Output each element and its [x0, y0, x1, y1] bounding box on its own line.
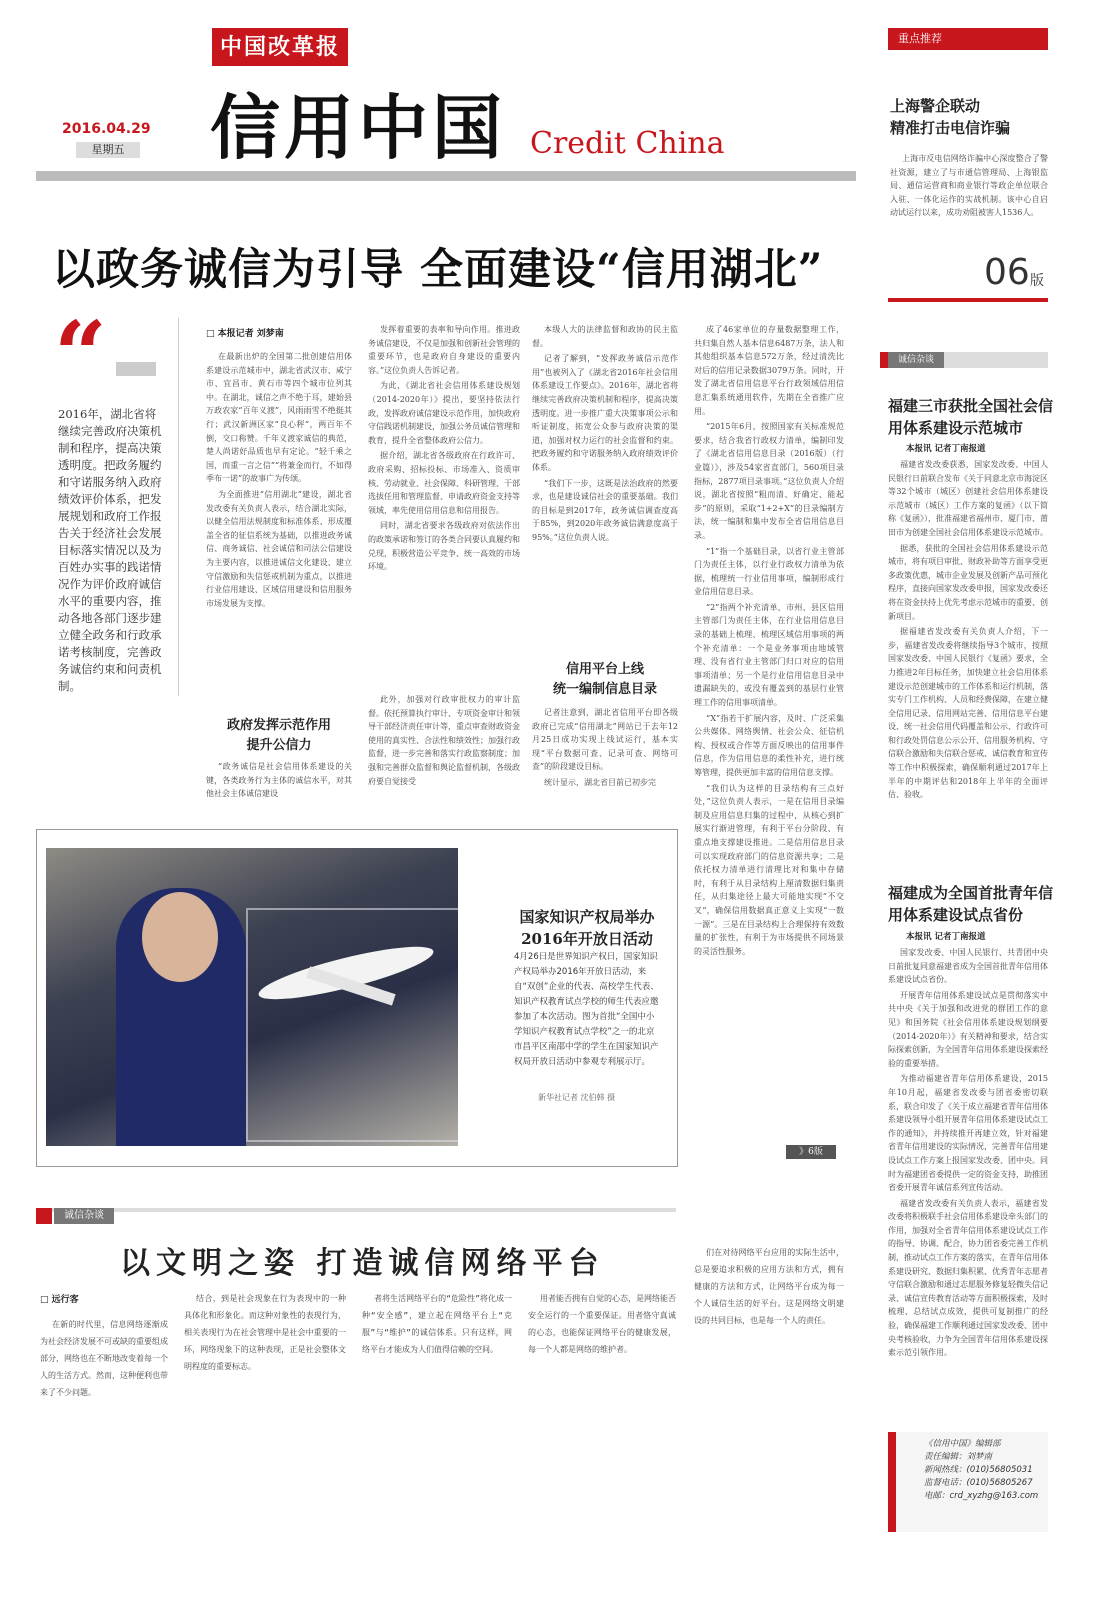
- info-news-hotline: 新闻热线：(010)56805031: [924, 1465, 1033, 1475]
- bottom-column-1: 在新的时代里，信息网络逐渐成为社会经济发展不可或缺的重要组成部分，网络也在不断地改变着每一个人的生活方式。然而，这种便利也带来了不少问题。: [40, 1320, 168, 1397]
- article-column-2b: 此外，加强对行政审批权力的审计监督。依托预算执行审计、专项资金审计和领导干部经济责任审计等，重点审查财政资金使用的真实性、合法性和绩效性；加强行政监督，进一步完善和落实行政监察制度；加强和完善群众监督和舆论监督机制，各级政府要自觉接受: [368, 695, 520, 786]
- section-title-en: Credit China: [530, 126, 725, 161]
- news-photo: [46, 848, 458, 1146]
- section-title: 信用中国: [210, 86, 506, 169]
- article-lead: 2016年，湖北省将继续完善政府决策机制和程序，提高决策透明度。把政务履约和守诺服务纳入政府绩效评价体系，把发展规划和政府工作报告关于经济社会发展目标落实情况以及为百姓办实事的践诺情况作为评价政府诚信水平的重要内容，推动各地各部门逐步建立健全政务和行政承诺考核制度，完善政务诚信约束和问责机制。: [58, 407, 162, 693]
- sidebar-rule: [888, 298, 1048, 302]
- issue-weekday: 星期五: [76, 142, 140, 158]
- info-editor: 责任编辑：刘梦南: [924, 1452, 993, 1462]
- bottom-headline: 以文明之姿 打造诚信网络平台: [120, 1246, 605, 1281]
- edition-number: 06: [984, 252, 1030, 293]
- sidebar-tag-featured: 重点推荐: [888, 28, 1048, 50]
- subhead-platform: 信用平台上线 统一编制信息目录: [552, 662, 657, 697]
- sidebar-byline-3: 本报讯 记者丁南报道: [906, 932, 986, 942]
- article-byline: □ 本报记者 刘梦南: [206, 329, 284, 339]
- bottom-tag-marker: [36, 1208, 52, 1224]
- article-column-1: 在最新出炉的全国第二批创建信用体系建设示范城市中，湖北省武汉市、咸宁市、宜昌市、黄石市等四个城市位列其中。在湖北，诚信之声不绝于耳，建始县万政农家“百年义渡”，风雨雨雪不绝挺其行；武汉新洲区家“良心秤”，两百年不倒，交口称赞。千年义渡家诚信的典范，楚人尚诺好品质也早有定论。“轻千乘之国，而重一言之信”“将兼金而行，不如得季布一诺”的故事广为传颂。 为全面推进“信用湖北”建设，湖北省发改委有关负责人表示，结合湖北实际，以健全信用法规制度和标准体系、形成覆盖全省的征信系统为基础，以推进政务诚信、商务诚信、社会诚信和司法公信建设为主要内容，以推进诚信文化建设、建立守信激励和失信惩戒机制为重点，以推进行业信用建设、区域信用建设和信用服务市场发展为支撑。: [206, 352, 352, 608]
- sidebar-tag-2: 诚信杂谈: [888, 352, 944, 368]
- editorial-info-box: [888, 1432, 1048, 1532]
- bottom-tag-bar: [36, 1208, 676, 1212]
- article-column-2: 发挥着重要的表率和导向作用。推进政务诚信建设，不仅是加强和创新社会管理的重要环节，也是政府自身建设的重要内容。”这位负责人告诉记者。 为此，《湖北省社会信用体系建设规划（2014-2020年）》提出，要坚持依法行政，发挥政府诚信建设示范作用，加快政府守信践诺机制建设，加强公务员诚信管理和教育，提升全省整体政府公信力。 据介绍，湖北省各级政府在行政许可、政府采购、招标投标、市场准入、资质审核、劳动就业、社会保障、科研管理、干部选拔任用和管理监督、申请政府资金支持等领域，率先使用信用信息和信用报告。 同时，湖北省要求各级政府对依法作出的政策承诺和签订的各类合同要认真履约和兑现，积极营造公平竞争、统一高效的市场环境。: [368, 325, 520, 572]
- sidebar-byline-2: 本报讯 记者丁南报道: [906, 444, 986, 454]
- bottom-column-4: 用者能否拥有自觉的心态，是网络能否安全运行的一个重要保证。用者恪守真诚的心态，也能保证网络平台的健康发展，每一个人都是网络的维护者。: [528, 1294, 676, 1354]
- bottom-column-2: 结合，到是社会现象在行为表现中的一种具体化和形象化。而这种对象性的表现行为，相关表现行为在社会管理中是社会中重要的一环，网络现象下的这种表现，正是社会整体文明程度的重要标志。: [184, 1294, 346, 1371]
- info-supervision-phone: 监督电话：(010)56805267: [924, 1478, 1033, 1488]
- article-column-3: 本级人大的法律监督和政协的民主监督。 记者了解到，“发挥政务诚信示范作用”也被列入了《湖北省2016年社会信用体系建设工作要点》。2016年，湖北省将继续完善政府决策机制和程序，提高决策透明度。进一步推广重大决策事项公示和听证制度，拓宽公众参与政府决策的渠道，加强对权力运行的社会监督和约束。把政务履约和守诺服务纳入政府绩效评价体系。 “我们下一步，这既是法治政府的然要求，也是建设诚信社会的重要基础。我们的目标是到2017年，政务诚信调查度高于85%，到2020年政务诚信满意度高于95%。”这位负责人说。: [532, 325, 678, 542]
- bottom-tag: 诚信杂谈: [54, 1208, 114, 1224]
- article-column-3b: 记者注意到，湖北省信用平台即各级政府已完成“信用湖北”网站已于去年12月25日成功实现上线试运行，基本实现“平台数据可查、记录可查、网络可查”的阶段建设目标。 统计显示，湖北省目前已初步完: [532, 708, 678, 787]
- article-column-4: 成了46家单位的存量数据整理工作，共归集自然人基本信息6487万条，法人和其他组织基本信息572万条，经过清洗比对后的信用记录数据3079万条。同时，开发了湖北省信用信息平台行政领域信用信息汇集系统通用软件，先期在全省推广应用。 “2015年6月，按照国家有关标准规范要求，结合我省行政权力清单，编制印发了《湖北省信用信息目录（2016版）（行业篇）》，涉及54家省直部门，560项目录指标，2877项目录事项。”这位负责人介绍说，湖北省按照“粗而清、好确定、能起步”的原则，采取“1+2+X”的目录编制方法，统一编制和集中发布全省信用信息目录。 “1”指一个基础目录，以省行业主管部门为责任主体，以行业行政权力清单为依据，梳理统一行业信用事项，编制形成行业信用信息目录。 “2”指两个补充清单，市州、县区信用主管部门为责任主体，在行业信用信息目录的基础上梳理、梳理区域信用事项的两个补充清单：一个是业务事项由地域管理、没有省行业主管部门归口对应的信用事项清单；另一个是行业信用信息目录中遗漏缺失的、或没有覆盖到的基层行业管理工作的信用事项清单。 “X”指若干扩展内容，及时、广泛采集公共媒体、网络舆情、社会公众、征信机构、授权或合作等方面反映出的信用事件信息，作为信用信息的柔性补充，进行统筹管理，提供更加丰富的信用信息支撑。 “我们认为这样的目录结构有三点好处，”这位负责人表示，一是在信用目录编制及应用信息归集的过程中，从核心到扩展实行渐进管理，有利于平台分阶段、有重点地支撑建设推进。二是信用信息目录可以实现政府部门的信息资源共享；二是依托权力清单进行清理比对和集中存储时，有利于从目录结构上厘清数据归集责任，从归集途径上最大可能地实现“不交叉”，确保信用数据真正意义上实现“一数一源”。三是在目录结构上合理保持有效数量的扩张性，有利于为市场提供不同场景的灵活性服务。: [694, 325, 844, 956]
- sidebar-headline-3[interactable]: 福建成为全国首批青年信用体系建设试点省份: [888, 884, 1054, 924]
- sidebar-summary-1: 上海市反电信网络诈骗中心深度整合了警社资源，建立了与市通信管理局、上海银监局、通信运营商和商业银行等政企单位联合入驻、一体化运作的实战机制。该中心自启动试运行以来，成功劝阻被害人1536人。: [890, 154, 1048, 218]
- masthead-rule: [36, 171, 856, 181]
- article-column-1b: “政务诚信是社会信用体系建设的关键，各类政务行为主体的诚信水平，对其他社会主体诚信建设: [206, 762, 352, 799]
- bottom-byline: □ 远行客: [40, 1295, 79, 1305]
- page-jump-link[interactable]: 》6版: [786, 1145, 836, 1159]
- photo-title: 国家知识产权局举办 2016年开放日活动: [519, 908, 655, 948]
- photo-caption: 4月26日是世界知识产权日，国家知识产权局举办2016年开放日活动，来自“双创”企业的代表、高校学生代表、知识产权教育试点学校的师生代表应邀参加了本次活动。图为首批“全国中小学知识产权教育试点学校”之一的北京市昌平区南邵中学的学生在国家知识产权局开放日活动中参观专利展示厅。: [514, 952, 659, 1067]
- sidebar-article-3: 国家发改委、中国人民银行、共青团中央日前批复同意福建省成为全国首批青年信用体系建设试点省份。 开展青年信用体系建设试点是贯彻落实中共中央《关于加强和改进党的群团工作的意见》和国务院《社会信用体系建设规划纲要（2014-2020年）》有关精神和要求，结合实际探索创新，为全国青年信用体系建设探索经验的重要举措。 为推动福建省青年信用体系建设，2015年10月起，福建省发改委与团省委密切联系，联合印发了《关于成立福建省青年信用体系建设领导小组开展青年信用体系建设试点工作的通知》，并持续推开再建立效，针对福建省青年信用建设的实际情况，完善青年信用建设试点工作方案上报国家发改委、团中央。同时为福建团省委提供一定的资金支持，助推团省委开展青年诚信系列宣传活动。 福建省发改委有关负责人表示，福建省发改委将积极联手社会信用体系建设牵头部门的作用，加强对全省青年信用体系建设试点工作的指导、协调、配合，协力团省委完善工作机制，推动试点工作方案的落实，在青年信用体系建设研究、数据归集积累、优秀青年志愿者守信联合激励和通过志愿服务修复轻微失信记录、诚信宣传教育活动等方面积极探索，及时梳理、总结试点成效，提供可复制推广的经验，确保福建工作顺利通过国家发改委、团中央考核验收，力争为全国青年信用体系建设探索示范引领作用。: [888, 948, 1048, 1358]
- newspaper-logo: 中国改革报: [212, 28, 348, 66]
- sidebar-headline-1[interactable]: 上海警企联动 精准打击电信诈骗: [890, 97, 1011, 137]
- sidebar-article-2: 福建省发改委获悉，国家发改委、中国人民银行日前联合发布《关于同意北京市海淀区等32个城市（城区）创建社会信用体系建设示范城市（城区）工作方案的复函》（以下简称《复函》），批准福建省福州市、厦门市、莆田市为创建全国社会信用体系建设示范城市。 据悉，获批的全国社会信用体系建设示范城市，将有项目审批、财政补助等方面享受更多政策优惠，城市企业发展及创新产品可预化程序，直接向国家发改委申报，国家发改委还将在资金扶持上优先考虑示范城市的重要、创新项目。 据福建省发改委有关负责人介绍，下一步，福建省发改委将继续指导3个城市，按照国家发改委、中国人民银行《复函》要求，全力推进2年目标任务，加快建立社会信用体系建设示范创建城市的工作体系和运行机制，落实专门工作机构、人员和经费保障，在建立健全信用记录、信用网站完善、信用信息平台建设、统一社会信用代码覆盖和公示、行政许可和行政处罚信息公示公开、信用服务机构、守信联合激励和失信联合惩戒、诚信教育和宣传等工作中积极探索，确保顺利通过2017年上半年的中期评估和2018年上半年的全面评估、验收。: [888, 460, 1048, 800]
- subhead-government: 政府发挥示范作用 提升公信力: [226, 718, 331, 753]
- bottom-column-5: 们在对待网络平台应用的实际生活中，总是要追求积极的应用方法和方式，拥有健康的方法和方式，让网络平台成为每一个人诚信生活的好平台。这是网络文明建设的共同目标，也是每一个人的责任。: [694, 1248, 844, 1325]
- sidebar-headline-2[interactable]: 福建三市获批全国社会信用体系建设示范城市: [888, 397, 1054, 437]
- info-email[interactable]: 电邮：crd_xyzhg@163.com: [924, 1491, 1039, 1501]
- photo-credit: 新华社记者 沈伯韩 摄: [538, 1093, 616, 1102]
- column-divider: [178, 318, 179, 696]
- main-headline: 以政务诚信为引导 全面建设“信用湖北”: [52, 245, 824, 295]
- quote-bar: [116, 362, 156, 376]
- sidebar-tag-marker: [880, 352, 888, 368]
- issue-date: 2016.04.29: [62, 121, 151, 137]
- edition-unit: 版: [1030, 273, 1044, 289]
- info-editorial-office: 《信用中国》编辑部: [924, 1439, 1001, 1449]
- quote-mark-icon: “: [54, 301, 107, 409]
- bottom-column-3: 者将生活网络平台的“危险性”将化成一种“安全感”，建立起在网络平台上“克服”与“维护”的诚信体系。只有这样，网络平台才能成为人们值得信赖的空间。: [362, 1294, 512, 1354]
